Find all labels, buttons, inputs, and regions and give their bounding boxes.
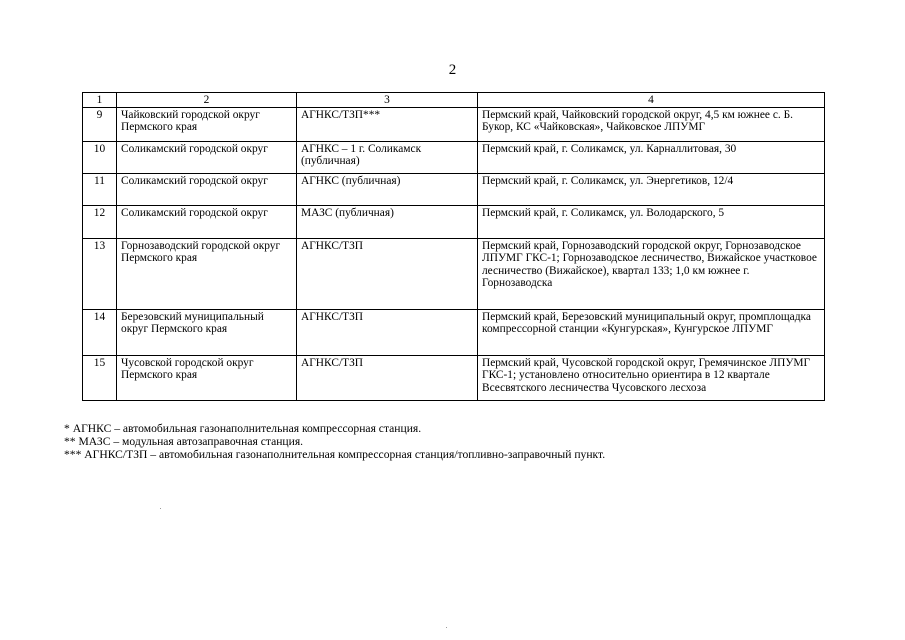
address-cell: Пермский край, Чусовской городской округ, Гремячинское ЛПУМГ ГКС-1; установлено относительно ориентира в 12 квартале Всесвятского лесничества Чусовского лесхоза [478, 356, 825, 401]
address-cell: Пермский край, г. Соликамск, ул. Энергетиков, 12/4 [478, 174, 825, 206]
municipality-cell: Соликамский городской округ [117, 174, 297, 206]
station-type-cell: АГНКС/ТЗП*** [297, 108, 478, 142]
page-number: 2 [448, 62, 457, 78]
station-type-cell: АГНКС/ТЗП [297, 239, 478, 310]
municipality-cell: Чусовской городской округ Пермского края [117, 356, 297, 401]
row-number: 13 [83, 239, 117, 310]
station-type-cell: АГНКС – 1 г. Соликамск (публичная) [297, 142, 478, 174]
table-row [83, 356, 825, 401]
row-number: 9 [83, 108, 117, 142]
station-type-cell: АГНКС/ТЗП [297, 310, 478, 356]
row-number: 10 [83, 142, 117, 174]
header-col-1: 1 [83, 93, 117, 108]
address-cell: Пермский край, г. Соликамск, ул. Володарского, 5 [478, 206, 825, 239]
row-number: 15 [83, 356, 117, 401]
table-row [83, 310, 825, 356]
scan-speck [160, 508, 161, 509]
municipality-cell: Соликамский городской округ [117, 142, 297, 174]
footnote-agnks: * АГНКС – автомобильная газонаполнительная компрессорная станция. [64, 422, 422, 435]
table-header-row [83, 93, 825, 108]
header-col-4: 4 [478, 93, 825, 108]
address-cell: Пермский край, Горнозаводский городской округ, Горнозаводское ЛПУМГ ГКС-1; Горнозаводское лесничество, Вижайское участковое лесничество (Вижайское), квартал 133; 1,0 км южнее г. Горнозаводска [478, 239, 825, 310]
table-row [83, 142, 825, 174]
address-cell: Пермский край, Чайковский городской округ, 4,5 км южнее с. Б. Букор, КС «Чайковская», Чайковское ЛПУМГ [478, 108, 825, 142]
table-row [83, 174, 825, 206]
municipality-cell: Соликамский городской округ [117, 206, 297, 239]
footnote-agnks-tzp: *** АГНКС/ТЗП – автомобильная газонаполнительная компрессорная станция/топливно-заправочный пункт. [64, 448, 606, 461]
municipality-cell: Горнозаводский городской округ Пермского края [117, 239, 297, 310]
municipality-cell: Березовский муниципальный округ Пермского края [117, 310, 297, 356]
row-number: 12 [83, 206, 117, 239]
footnote-mazs: ** МАЗС – модульная автозаправочная станция. [64, 435, 304, 448]
scan-speck [446, 627, 447, 628]
address-cell: Пермский край, Березовский муниципальный округ, промплощадка компрессорной станции «Кунгурская», Кунгурское ЛПУМГ [478, 310, 825, 356]
table-row [83, 108, 825, 142]
row-number: 11 [83, 174, 117, 206]
header-col-3: 3 [297, 93, 478, 108]
stations-table [82, 92, 825, 401]
header-col-2: 2 [117, 93, 297, 108]
address-cell: Пермский край, г. Соликамск, ул. Карналлитовая, 30 [478, 142, 825, 174]
station-type-cell: МАЗС (публичная) [297, 206, 478, 239]
municipality-cell: Чайковский городской округ Пермского края [117, 108, 297, 142]
table-row [83, 206, 825, 239]
table-row [83, 239, 825, 310]
row-number: 14 [83, 310, 117, 356]
station-type-cell: АГНКС (публичная) [297, 174, 478, 206]
footnotes [64, 422, 605, 461]
station-type-cell: АГНКС/ТЗП [297, 356, 478, 401]
